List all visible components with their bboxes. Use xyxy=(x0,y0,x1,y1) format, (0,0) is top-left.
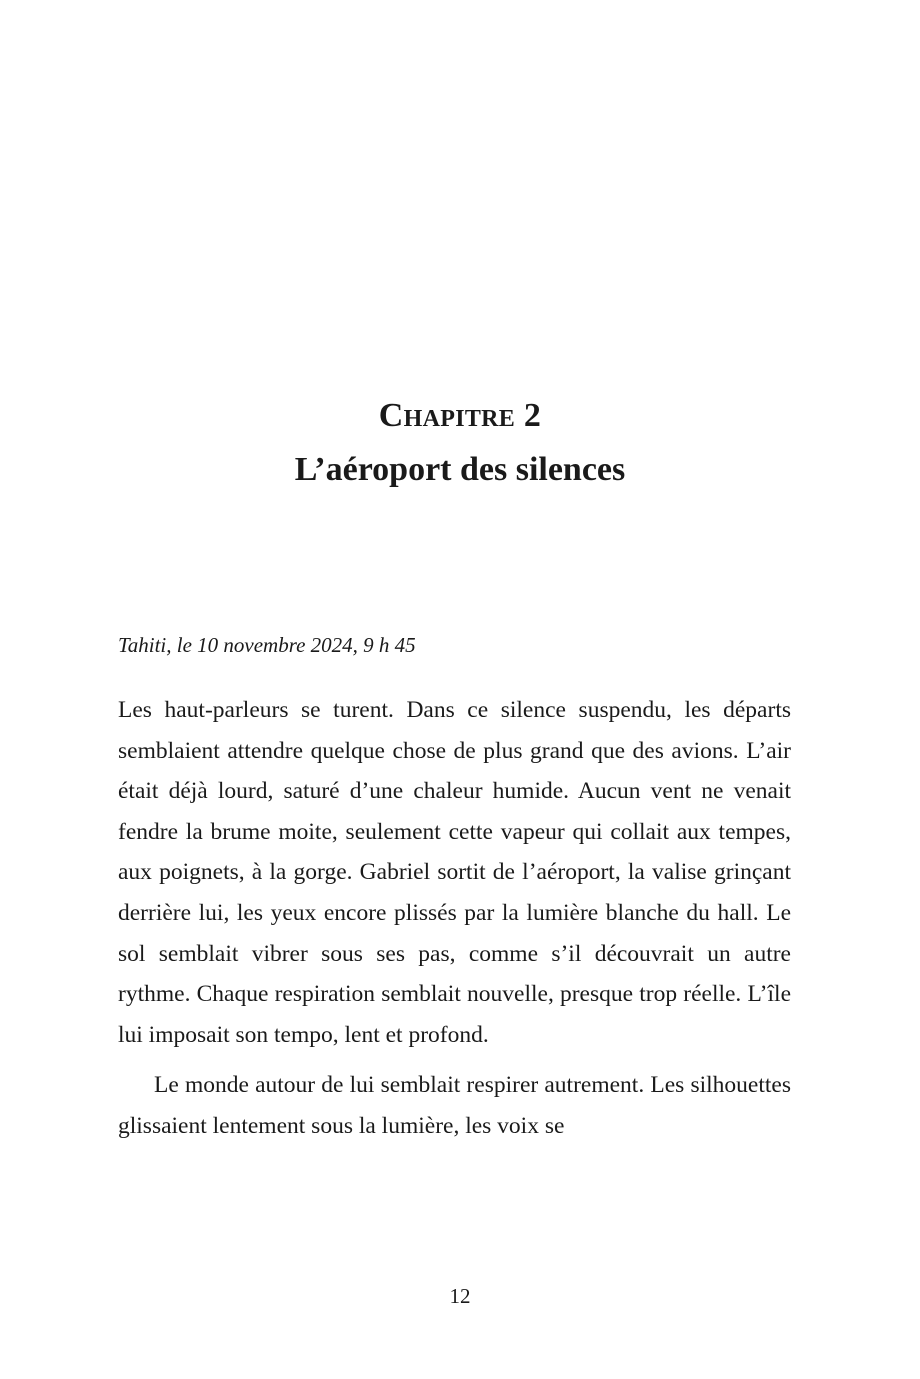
chapter-heading xyxy=(0,392,920,494)
body-text xyxy=(118,690,791,1147)
chapter-title: L’aéroport des silences xyxy=(294,451,626,488)
dateline: Tahiti, le 10 novembre 2024, 9 h 45 xyxy=(118,633,416,657)
page-number: 12 xyxy=(449,1284,471,1308)
chapter-number: Chapitre 2 xyxy=(378,397,542,434)
paragraph-1: Les haut-parleurs se turent. Dans ce silence suspendu, les départs semblaient attendre quelque chose de plus grand que des avions. L’air était déjà lourd, saturé d’une chaleur humide. Aucun vent ne venait fendre la brume moite, seulement cette vapeur qui collait aux tempes, aux poignets, à la gorge. Gabriel sortit de l’aéroport, la valise grinçant derrière lui, les yeux encore plissés par la lumière blanche du hall. Le sol semblait vibrer sous ses pas, comme s’il découvrait un autre rythme. Chaque respiration semblait nouvelle, presque trop réelle. L’île lui imposait son tempo, lent et profond. xyxy=(118,697,791,1048)
paragraph-2: Le monde autour de lui semblait respirer autrement. Les silhouettes glissaient lentement sous la lumière, les voix se xyxy=(118,1072,791,1139)
